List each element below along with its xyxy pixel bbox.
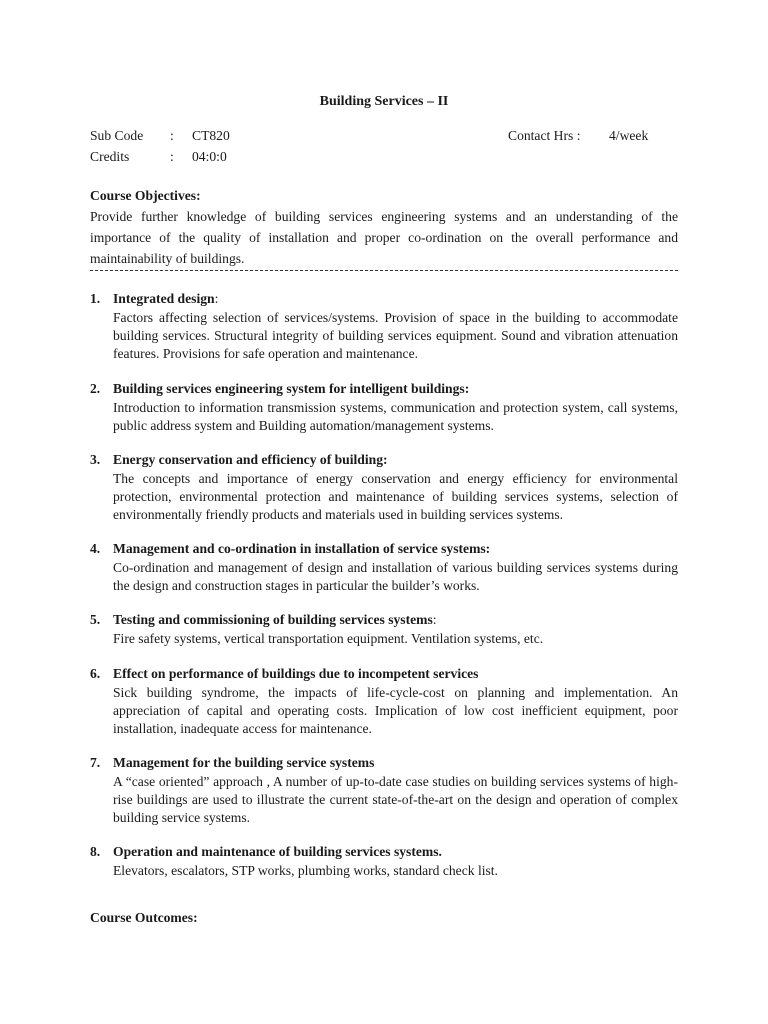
section-divider [90,270,678,271]
objectives-heading: Course Objectives: [90,188,201,203]
topic-heading: Testing and commissioning of building services systems: [113,612,437,627]
topic-heading: Operation and maintenance of building services systems. [113,844,442,859]
sub-code-row [90,128,678,148]
topic-body: Introduction to information transmission systems, communication and protection system, call systems, public address system and Building automation/management systems. [113,400,678,433]
topic-body: Co-ordination and management of design and installation of various building services systems during the design and construction stages in particular the builder’s works. [113,560,678,593]
topic-heading: Energy conservation and efficiency of building: [113,452,388,467]
topic-body: The concepts and importance of energy conservation and energy efficiency for environmental protection, environmental protection and maintenance of building services systems, selection of environmentally friendly products and materials used in building services systems. [113,471,678,522]
credits-colon: : [170,149,174,164]
topic-number: 7. [90,755,101,770]
credits-value: 04:0:0 [192,149,227,164]
topic-body: Elevators, escalators, STP works, plumbing works, standard check list. [113,863,498,878]
contact-hours-label: Contact Hrs : [508,128,581,143]
topic-heading: Building services engineering system for intelligent buildings: [113,381,470,396]
topic-number: 3. [90,452,101,467]
topic-number: 4. [90,541,101,556]
topic-body: Sick building syndrome, the impacts of life-cycle-cost on planning and implementation. An appreciation of capital and operating costs. Implication of low cost inefficient equipment, poor installation, inadequate access for maintenance. [113,685,678,736]
topic-heading: Management for the building service systems [113,755,375,770]
topic-number: 5. [90,612,101,627]
objectives-text: Provide further knowledge of building services engineering systems and an understanding of the importance of the quality of installation and proper co-ordination on the overall performance and maintainability of buildings. [90,209,678,266]
sub-code-value: CT820 [192,128,230,143]
topic-heading: Effect on performance of buildings due to incompetent services [113,666,479,681]
topic-body: Fire safety systems, vertical transportation equipment. Ventilation systems, etc. [113,631,544,646]
topic-number: 6. [90,666,101,681]
sub-code-colon: : [170,128,174,143]
credits-label: Credits [90,149,130,164]
topic-heading: Management and co-ordination in installation of service systems: [113,541,491,556]
topic-heading: Integrated design: [113,291,219,306]
topic-body: Factors affecting selection of services/systems. Provision of space in the building to accommodate building services. Structural integrity of building services equipment. Sound and vibration attenuation features. Provisions for safe operation and maintenance. [113,310,678,361]
outcomes-heading: Course Outcomes: [90,910,198,925]
topic-body: A “case oriented” approach , A number of up-to-date case studies on building services systems of high-rise buildings are used to illustrate the current state-of-the-art on the design and operation of complex building service systems. [113,774,678,825]
contact-hours-value: 4/week [609,128,649,143]
credits-row [90,149,678,169]
document-title: Building Services – II [319,94,449,109]
topic-number: 1. [90,291,101,306]
topic-number: 2. [90,381,101,396]
topic-number: 8. [90,844,101,859]
sub-code-label: Sub Code [90,128,144,143]
